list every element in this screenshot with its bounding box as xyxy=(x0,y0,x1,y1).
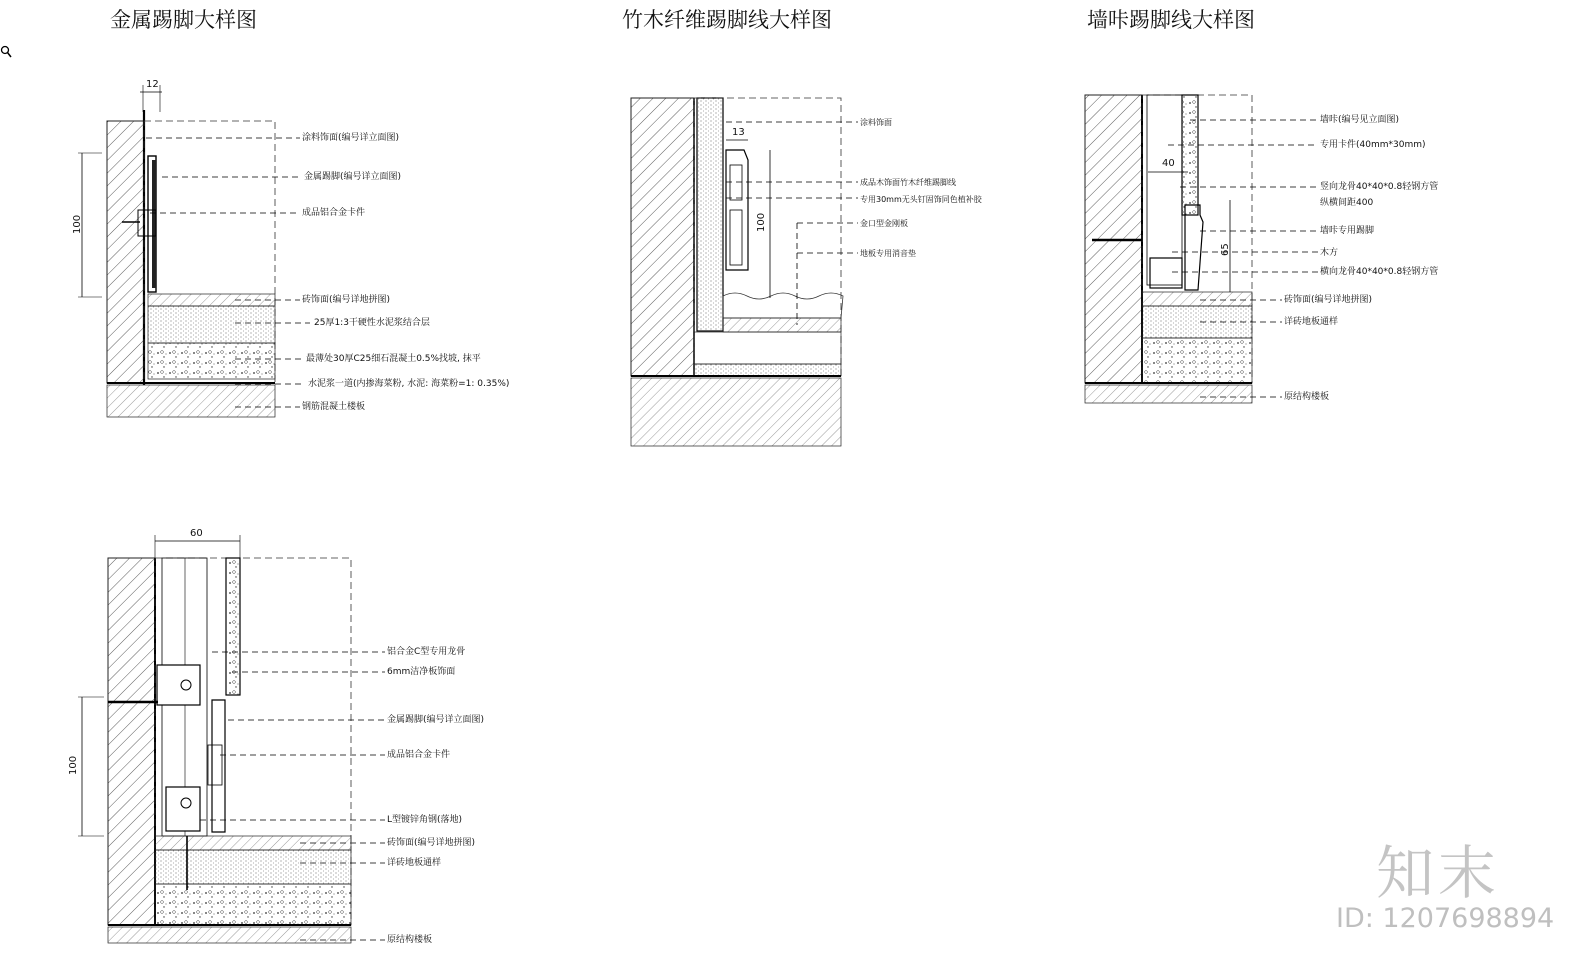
label: 金属踢脚(编号详立面图) xyxy=(387,715,485,725)
drawing-4 xyxy=(78,535,385,943)
dim-100: 100 xyxy=(68,755,79,775)
label: 详砖地板通样 xyxy=(387,858,442,868)
label: 金属踢脚(编号详立面图) xyxy=(304,172,402,182)
label: 成品铝合金卡件 xyxy=(387,750,451,760)
plaster-layer xyxy=(697,98,723,331)
label: 水泥浆一道(内掺海菜粉, 水泥: 海菜粉=1: 0.35%) xyxy=(308,379,510,389)
label: L型镀锌角钢(落地) xyxy=(387,815,463,825)
wall-hatch xyxy=(107,121,144,383)
label: 墙咔专用踢脚 xyxy=(1320,226,1375,236)
title-wallka-skirting: 墙咔踢脚线大样图 xyxy=(1087,8,1255,32)
label: 墙咔(编号见立面图) xyxy=(1320,115,1400,125)
label: 砖饰面(编号详地拼图) xyxy=(387,838,476,848)
label: 砖饰面(编号详地拼图) xyxy=(1284,295,1373,305)
clean-panel xyxy=(226,558,240,695)
dim-40: 40 xyxy=(1162,158,1175,169)
label: 6mm洁净板饰面 xyxy=(387,667,456,677)
label: 横向龙骨40*40*0.8轻钢方管 xyxy=(1320,267,1439,277)
drawing-1 xyxy=(78,85,310,417)
label: 木方 xyxy=(1320,248,1339,258)
label: 纵横间距400 xyxy=(1320,198,1374,208)
title-metal-skirting: 金属踢脚大样图 xyxy=(110,8,257,32)
label: 成品铝合金卡件 xyxy=(302,208,366,218)
label: 涂料饰面(编号详立面图) xyxy=(302,133,400,143)
label: 铝合金C型专用龙骨 xyxy=(387,647,466,657)
label: 原结构楼板 xyxy=(1284,392,1330,402)
label: 地板专用消音垫 xyxy=(860,249,916,258)
wall-panel xyxy=(1182,95,1198,215)
dim-100: 100 xyxy=(756,212,767,232)
label: 详砖地板通样 xyxy=(1284,317,1339,327)
dim-60: 60 xyxy=(190,528,203,539)
watermark-id: ID: 1207698894 xyxy=(1336,903,1555,934)
dim-100: 100 xyxy=(72,214,83,234)
watermark-logo: 知末 xyxy=(1376,839,1501,907)
title-bamboo-skirting: 竹木纤维踢脚线大样图 xyxy=(622,8,832,32)
label: 金口型金刚板 xyxy=(860,219,908,228)
label: 原结构楼板 xyxy=(387,935,433,945)
drawing-3 xyxy=(1085,95,1318,403)
label: 竖向龙骨40*40*0.8轻钢方管 xyxy=(1320,182,1439,192)
label: 专用30mm无头钉固饰同色植补胶 xyxy=(860,195,982,204)
label: 25厚1:3干硬性水泥浆结合层 xyxy=(314,318,430,328)
label: 成品木饰面竹木纤维踢脚线 xyxy=(860,178,956,187)
label: 最薄处30厚C25细石混凝土0.5%找坡, 抹平 xyxy=(306,354,481,364)
label: 砖饰面(编号详地拼图) xyxy=(302,295,391,305)
search-icon[interactable] xyxy=(0,44,12,63)
drawing-2 xyxy=(631,98,858,446)
dim-13: 13 xyxy=(732,127,745,138)
label: 专用卡件(40mm*30mm) xyxy=(1320,140,1426,150)
label: 钢筋混凝土楼板 xyxy=(302,402,366,412)
dim-12: 12 xyxy=(146,79,159,90)
dim-65: 65 xyxy=(1220,243,1231,256)
label: 涂料饰面 xyxy=(860,118,892,127)
